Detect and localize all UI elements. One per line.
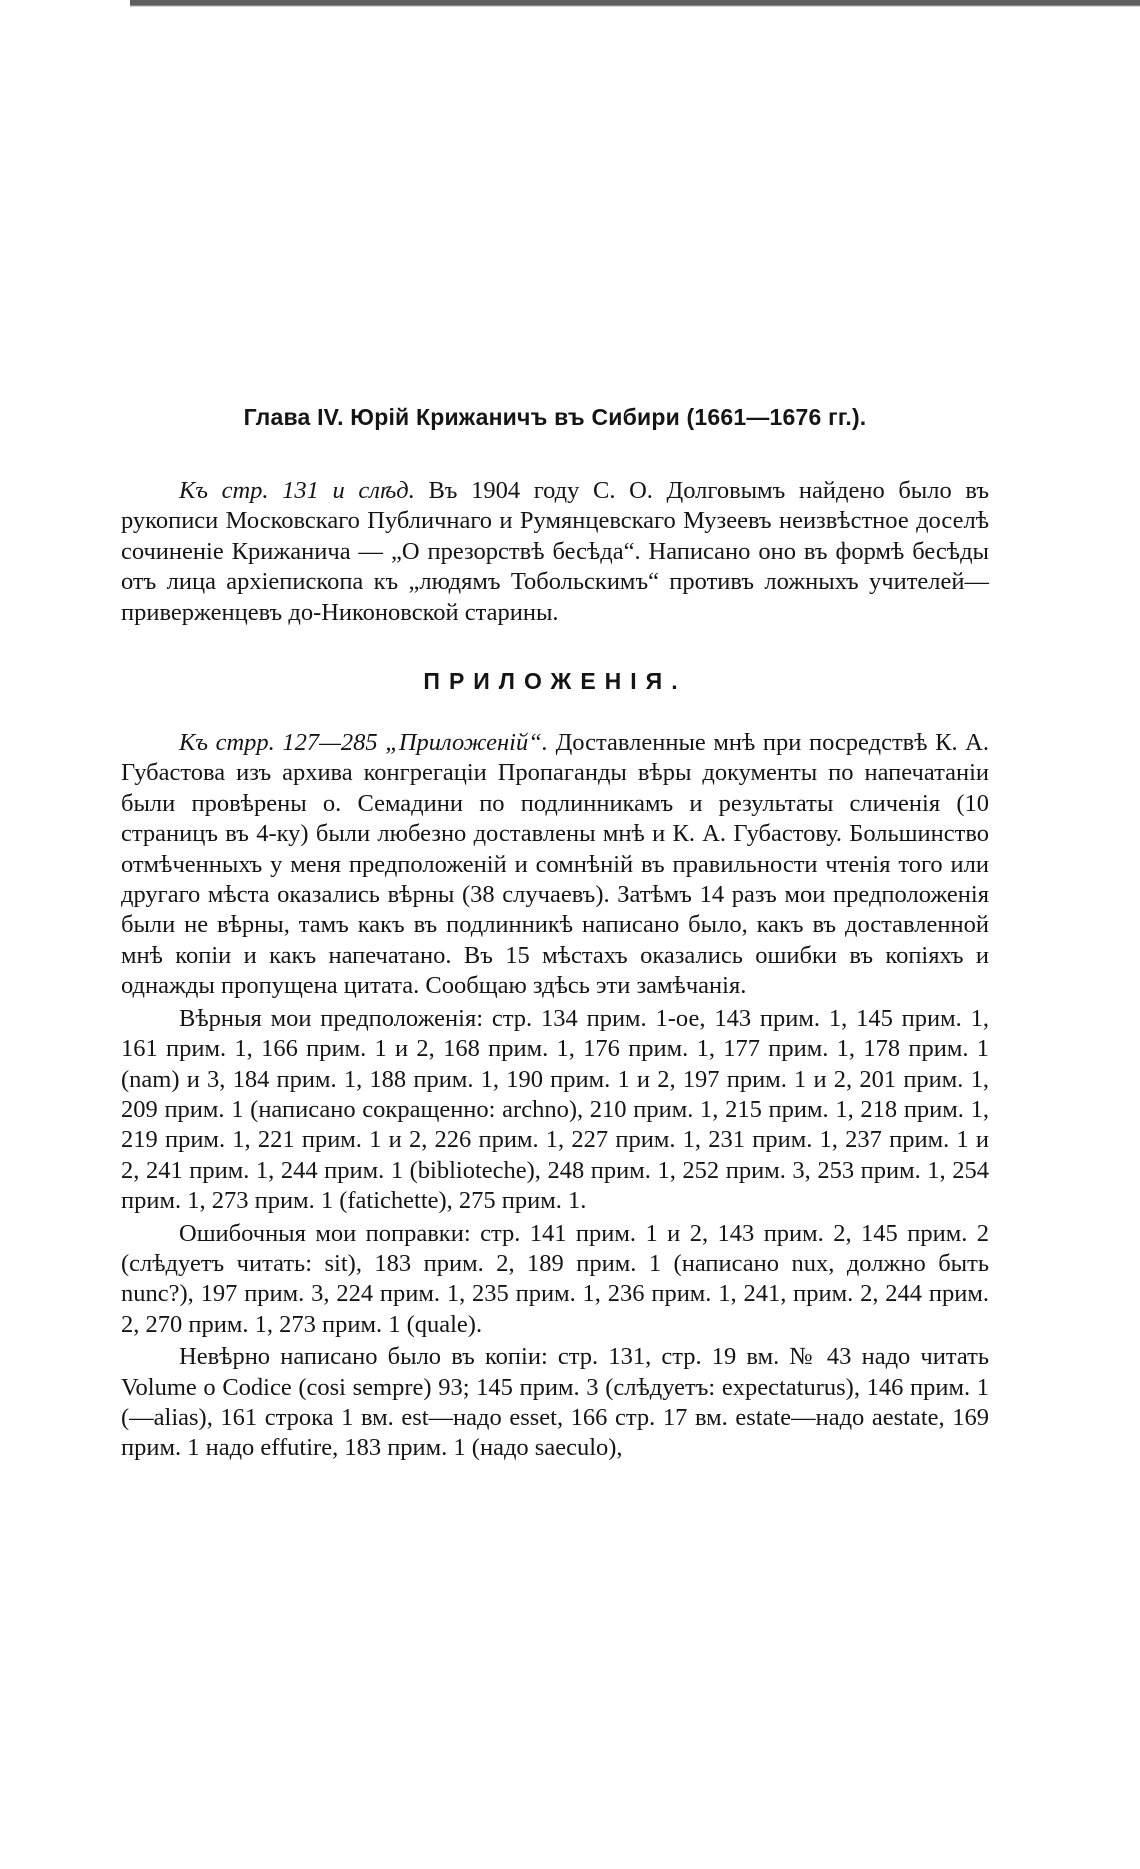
scan-top-edge <box>130 0 1140 12</box>
appendix-page-reference: Къ стрр. 127—285 „Приложеній“. <box>179 729 548 757</box>
wrong-corrections-paragraph: Ошибочныя мои поправки: стр. 141 прим. 1 и 2, 143 прим. 2, 145 прим. 2 (слѣдуетъ читать: sit), 183 прим. 2, 189 прим. 1 (написано nux, должно быть nunc?), 197 прим. 3, 224 прим. 1, 235 прим. 1, 236 прим. 1, 241, прим. 2, 244 прим. 2, 270 прим. 1, 273 прим. 1 (quale). <box>121 1219 989 1338</box>
correct-assumptions-paragraph: Вѣрныя мои предположенія: стр. 134 прим. 1-ое, 143 прим. 1, 145 прим. 1, 161 прим. 1, 166 прим. 1 и 2, 168 прим. 1, 176 прим. 1, 177 прим. 1, 178 прим. 1 (nam) и 3, 184 прим. 1, 188 прим. 1, 190 прим. 1 и 2, 197 прим. 1 и 2, 201 прим. 1, 209 прим. 1 (написано сокращенно: archno), 210 прим. 1, 215 прим. 1, 218 прим. 1, 219 прим. 1, 221 прим. 1 и 2, 226 прим. 1, 227 прим. 1, 231 прим. 1, 237 прим. 1 и 2, 241 прим. 1, 244 прим. 1 (bibliotechе), 248 прим. 1, 252 прим. 3, 253 прим. 1, 254 прим. 1, 273 прим. 1 (fatichette), 275 прим. 1. <box>121 1004 989 1215</box>
chapter-page-reference: Къ стр. 131 и слѣд. <box>179 477 415 504</box>
chapter-paragraph-text: Въ 1904 году С. О. Долговымъ найдено было въ рукописи Московскаго Публичнаго и Румянцевскаго Музеевъ неизвѣстное доселѣ сочиненіе Крижанича — „О презорствѣ бесѣда“. Написано оно въ формѣ бесѣды отъ лица архіепископа къ „людямъ Тобольскимъ“ противъ ложныхъ учителей—приверженцевъ до-Никоновской старины. <box>121 477 989 626</box>
chapter-paragraph <box>121 476 989 628</box>
appendix-intro-text: Доставленные мнѣ при посредствѣ К. А. Губастова изъ архива конгрегаціи Пропаганды вѣры документы по напечатаніи были провѣрены о. Семадини по подлинникамъ и результаты сличенія (10 страницъ въ 4-ку) были любезно доставлены мнѣ и К. А. Губастову. Большинство отмѣченныхъ у меня предположеній и сомнѣній въ правильности чтенія того или другаго мѣста оказались вѣрны (38 случаевъ). Затѣмъ 14 разъ мои предположенія были не вѣрны, тамъ какъ въ подлинникѣ написано было, какъ въ доставленной мнѣ копіи и какъ напечатано. Въ 15 мѣстахъ оказались ошибки въ копіяхъ и однажды пропущена цитата. Сообщаю здѣсь эти замѣчанія. <box>121 729 989 1000</box>
book-page <box>121 402 989 1464</box>
appendix-title: ПРИЛОЖЕНІЯ. <box>423 668 687 695</box>
chapter-title: Глава IV. Юрій Крижаничъ въ Сибири (1661—1676 гг.). <box>243 404 867 430</box>
appendix-intro-paragraph <box>121 728 989 1002</box>
copy-errors-paragraph: Невѣрно написано было въ копіи: стр. 131, стр. 19 вм. № 43 надо читать Volume o Codice (cosi sempre) 93; 145 прим. 3 (слѣдуетъ: expectaturus), 146 прим. 1 (—alias), 161 строка 1 вм. est—надо esset, 166 стр. 17 вм. estate—надо aestate, 169 прим. 1 надо effutire, 183 прим. 1 (надо saeculo), <box>121 1343 989 1462</box>
